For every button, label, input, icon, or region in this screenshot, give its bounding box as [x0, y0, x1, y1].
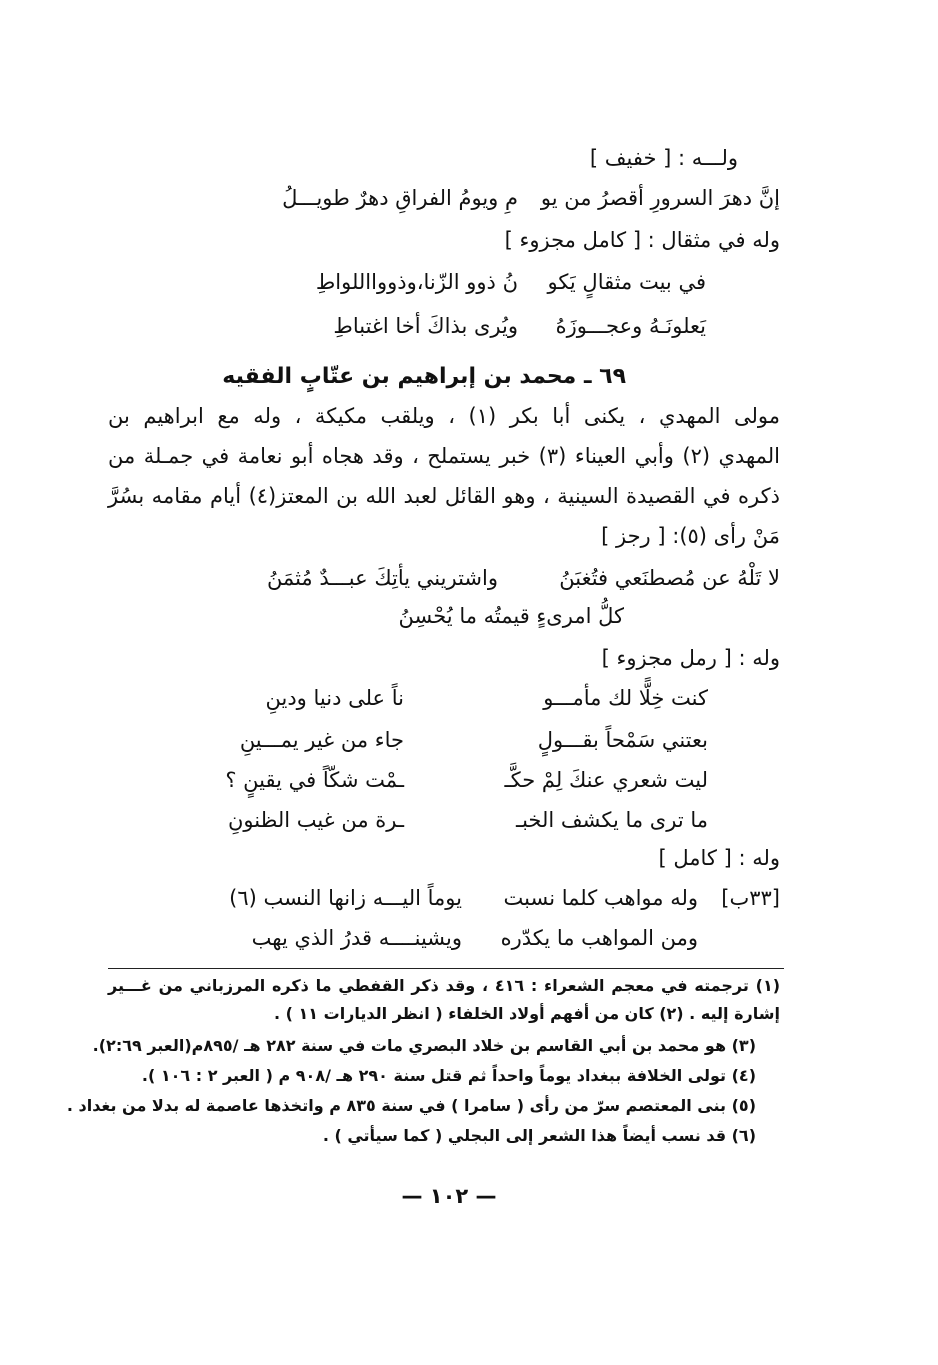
footnote-1-2: إشارة إليه . (٢) كان من أفهم أولاد الخلفاء ( انظر الديارات ١١ ) . [273, 1004, 780, 1023]
verse-1-hemistich-1: إنَّ دهرَ السرورِ أقصرُ من يو [540, 186, 780, 210]
body-line-2: المهدي (٢) وأبي العيناء (٣) خبر يستملح ، وقد هجاه أبو نعامة في جمـلة من [108, 444, 781, 468]
verse-9-hemistich-2: ـرة من غيب الظنونِ [227, 808, 404, 832]
verse-10-hemistich-1: وله مواهب كلما نسبت [503, 886, 698, 910]
manuscript-folio-marker: [٣٣ب] [721, 886, 780, 910]
section-intro-mithqal: وله في مثقال : [ كامل مجزوء ] [504, 228, 780, 252]
footnote-3: (٣) هو محمد بن أبي القاسم بن خلاد البصري مات في سنة ٢٨٢ هـ /٨٩٥م(العبر ٢:٦٩). [92, 1036, 756, 1055]
verse-3-hemistich-2: ويُرى بذاكَ أخا اغتباطِ [333, 314, 518, 338]
verse-8-hemistich-1: ليت شعري عنكَ لِمْ حكَّـ [504, 768, 708, 792]
footnote-6: (٦) قد نسب أيضاً هذا الشعر إلى البجلي ( كما سيأتي ) . [322, 1126, 756, 1145]
body-line-3: ذكره في القصيدة السينية ، وهو القائل لعبد الله بن المعتز(٤) أيام مقامه بسُرَّ [108, 484, 780, 508]
verse-4-hemistich-2: واشتريني يأتِكَ عبـــدٌ مُثمَنُ [266, 566, 498, 590]
verse-8-hemistich-2: ـمْت شكّاً في يقينٍ ؟ [225, 768, 404, 792]
verse-9-hemistich-1: ما ترى ما يكشف الخبـ [515, 808, 708, 832]
verse-10-hemistich-2: يوماً اليـــه زانها النسب (٦) [229, 886, 462, 910]
verse-7-hemistich-1: بعتني سَمْحاً بقـــولٍ [537, 728, 708, 752]
verse-5-single: كلُّ امرىءٍ قيمتُه ما يُحْسِنُ [398, 604, 624, 628]
body-line-1: مولى المهدي ، يكنى أبا بكر (١) ، ويلقب مكيكة ، وله مع ابراهيم بن [108, 404, 780, 428]
verse-4-hemistich-1: لا تَلْهُ عن مُصطنَعي فتُغبَنُ [559, 566, 780, 590]
verse-1-hemistich-2: مِ ويومُ الفراقِ دهرٌ طويـــلُ [282, 186, 518, 210]
verse-6-hemistich-1: كنت خِلًّا لك مأمـــو [543, 686, 708, 710]
section-intro-ramal: وله : [ رمل مجزوء ] [601, 646, 780, 670]
entry-title: ٦٩ ـ محمد بن إبراهيم بن عتّابٍ الفقيه [222, 364, 626, 389]
meter-heading-khafif: ولـــه : [ خفيف ] [589, 146, 738, 170]
verse-2-hemistich-2: نُ ذوو الزّنا،وذووااللواطِ [315, 270, 518, 294]
verse-7-hemistich-2: جاء من غير يمـــينِ [239, 728, 404, 752]
footnote-5: (٥) بنى المعتصم سرّ من رأى ( سامرا ) في سنة ٨٣٥ م واتخذها عاصمة له بدلا من بغداد . [66, 1096, 756, 1115]
body-line-4: مَنْ رأى (٥): [ رجز ] [601, 524, 780, 548]
section-intro-kamil: وله : [ كامل ] [658, 846, 780, 870]
page-number: — ١٠٢ — [401, 1184, 497, 1208]
footnote-4: (٤) تولى الخلافة ببغداد يوماً واحداً ثم قتل سنة ٢٩٠ هـ /٩٠٨ م ( العبر ٢ : ١٠٦ ). [141, 1066, 756, 1085]
footnote-separator-rule [108, 968, 784, 969]
verse-11-hemistich-2: ويشينــــه قدرُ الذي يهب [251, 926, 462, 950]
verse-11-hemistich-1: ومن المواهب ما يكدّره [500, 926, 698, 950]
footnote-1: (١) ترجمته في معجم الشعراء : ٤١٦ ، وقد ذكر القفطي ما ذكره المرزباني من غـــير [108, 976, 781, 995]
verse-2-hemistich-1: في بيت مثقالٍ يَكو [547, 270, 706, 294]
verse-6-hemistich-2: ناً على دنيا ودينِ [265, 686, 404, 710]
verse-3-hemistich-1: يَعلونَـهُ وعجـــوزَهُ [555, 314, 706, 338]
